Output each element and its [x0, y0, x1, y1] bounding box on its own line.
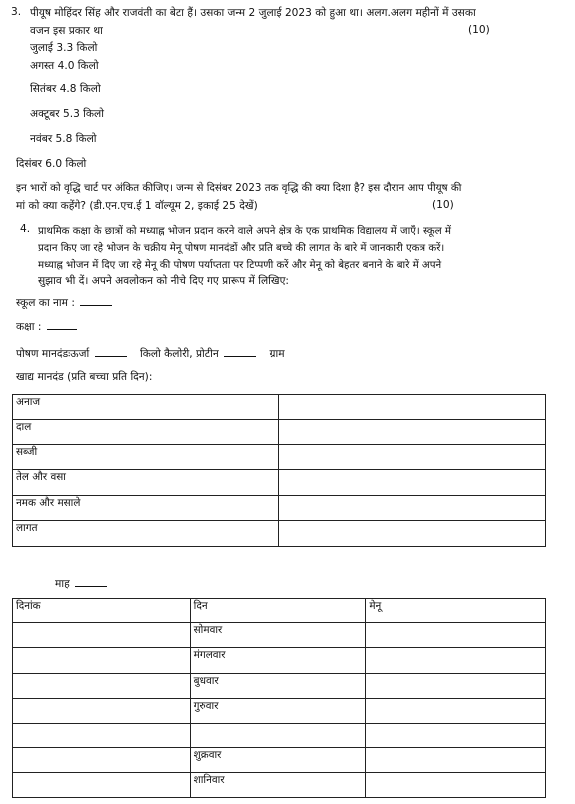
class-label: कक्षा :: [16, 321, 42, 333]
table-row: [13, 748, 546, 773]
q4-line1: प्राथमिक कक्षा के छात्रों को मध्याह्न भोजन प्रदान करने वाले अपने क्षेत्र के एक प्राथमिक विद्यालय में जाएँ। स्कूल में: [38, 226, 451, 237]
food-item: तेल और वसा: [13, 470, 279, 496]
weight-july: जुलाई 3.3 किलो: [30, 42, 98, 54]
date-cell[interactable]: [13, 699, 191, 724]
menu-cell[interactable]: [366, 773, 546, 798]
food-item: लागत: [13, 521, 279, 547]
q3-number: 3.: [11, 6, 22, 18]
food-norms-label: खाद्य मानदंड (प्रति बच्चा प्रति दिन):: [16, 371, 153, 383]
day-cell: बुधवार: [190, 674, 366, 699]
table-row: [13, 445, 546, 470]
date-cell[interactable]: [13, 674, 191, 699]
food-value-cell[interactable]: [278, 496, 545, 521]
menu-cell[interactable]: [366, 748, 546, 773]
date-cell[interactable]: [13, 623, 191, 648]
weight-december: दिसंबर 6.0 किलो: [16, 158, 87, 170]
kcal-protein-label: किलो कैलोरी, प्रोटीन: [139, 348, 219, 360]
day-cell: [190, 724, 366, 748]
day-cell: मंगलवार: [190, 648, 366, 674]
food-value-cell[interactable]: [278, 470, 545, 496]
q4-line3: मध्याह्न भोजन में दिए जा रहे मेनू की पोषण पर्याप्तता पर टिप्पणी करें और मेनू को बेहतर बनाने के बारे में अपने: [38, 260, 442, 271]
q3-line2: वजन इस प्रकार था: [30, 25, 103, 37]
food-item: नमक और मसाले: [13, 496, 279, 521]
header-menu: मेनू: [366, 599, 546, 623]
header-date: दिनांक: [13, 599, 191, 623]
menu-cell[interactable]: [366, 724, 546, 748]
q4-line4: सुझाव भी दें। अपने अवलोकन को नीचे दिए गए प्रारूप में लिखिए:: [38, 275, 289, 287]
school-name-blank[interactable]: [80, 295, 112, 306]
food-value-cell[interactable]: [278, 445, 545, 470]
gram-label: ग्राम: [269, 348, 285, 360]
header-day: दिन: [190, 599, 366, 623]
table-row: [13, 699, 546, 724]
q3-marks: (10): [468, 24, 490, 36]
food-value-cell[interactable]: [278, 521, 545, 547]
month-row: [55, 576, 109, 591]
table-row: [13, 496, 546, 521]
table-row: [13, 648, 546, 674]
q3-task-line2: मां को क्या कहेंगे? (डी.एन.एच.ई 1 वॉल्यूम 2, इकाई 25 देखें): [16, 200, 258, 212]
food-value-cell[interactable]: [278, 420, 545, 445]
nutrition-row: [16, 346, 285, 361]
food-item: दाल: [13, 420, 279, 445]
energy-blank[interactable]: [95, 346, 127, 357]
food-norms-table: [12, 394, 546, 547]
food-value-cell[interactable]: [278, 395, 545, 420]
date-cell[interactable]: [13, 773, 191, 798]
month-blank[interactable]: [75, 576, 107, 587]
q4-line2: प्रदान किए जा रहे भोजन के चक्रीय मेनू पोषण मानदंडों और प्रति बच्चे की लागत के बारे में जानकारी एकत्र करें।: [38, 243, 445, 254]
menu-cell[interactable]: [366, 623, 546, 648]
table-row: [13, 724, 546, 748]
table-row: [13, 521, 546, 547]
menu-cell[interactable]: [366, 648, 546, 674]
menu-cell[interactable]: [366, 699, 546, 724]
table-row: [13, 470, 546, 496]
day-cell: शानिवार: [190, 773, 366, 798]
day-cell: सोमवार: [190, 623, 366, 648]
q3-task-line1: इन भारों को वृद्धि चार्ट पर अंकित कीजिए। जन्म से दिसंबर 2023 तक वृद्धि की क्या दिशा है? इस दौरान आप पीयूष की: [16, 182, 462, 194]
class-blank[interactable]: [47, 319, 77, 330]
class-row: [16, 319, 79, 334]
table-row: [13, 674, 546, 699]
menu-table: [12, 598, 546, 798]
month-label: माह: [55, 578, 70, 590]
weight-september: सितंबर 4.8 किलो: [30, 83, 101, 95]
table-row: [13, 623, 546, 648]
day-cell: गुरुवार: [190, 699, 366, 724]
food-item: अनाज: [13, 395, 279, 420]
date-cell[interactable]: [13, 748, 191, 773]
menu-cell[interactable]: [366, 674, 546, 699]
weight-november: नवंबर 5.8 किलो: [30, 133, 97, 145]
table-row: [13, 420, 546, 445]
date-cell[interactable]: [13, 648, 191, 674]
school-name-row: [16, 295, 114, 310]
day-cell: शुक्रवार: [190, 748, 366, 773]
table-row: [13, 395, 546, 420]
table-row: [13, 773, 546, 798]
q4-number: 4.: [20, 223, 31, 235]
q3-line1: पीयूष मोहिंदर सिंह और राजवंती का बेटा हैं। उसका जन्म 2 जुलाई 2023 को हुआ था। अलग.अलग महीनों में उसका: [30, 7, 476, 19]
protein-blank[interactable]: [224, 346, 256, 357]
date-cell[interactable]: [13, 724, 191, 748]
food-item: सब्जी: [13, 445, 279, 470]
table-header-row: [13, 599, 546, 623]
nutrition-label: पोषण मानदंडःऊर्जा: [16, 348, 90, 360]
weight-august: अगस्त 4.0 किलो: [30, 60, 99, 72]
q3-task-marks: (10): [432, 199, 454, 211]
weight-october: अक्टूबर 5.3 किलो: [30, 108, 104, 120]
school-name-label: स्कूल का नाम :: [16, 297, 75, 309]
